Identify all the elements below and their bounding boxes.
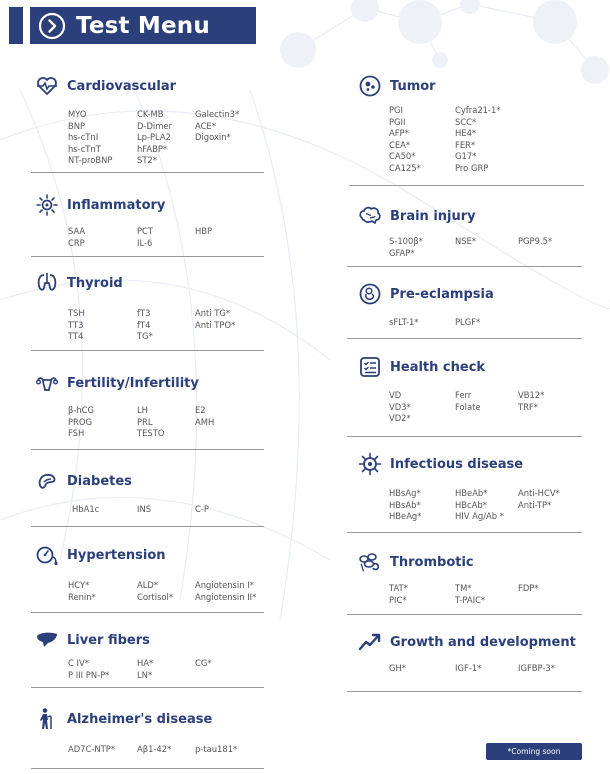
test-item: TT4 <box>68 331 84 341</box>
test-item: PROG <box>68 416 92 427</box>
test-item: Anti-HCV* <box>518 488 560 498</box>
section-title: Liver fibers <box>67 632 150 648</box>
test-item: S-100β* <box>389 236 423 246</box>
test-column <box>195 658 212 670</box>
test-item: Pro GRP <box>455 162 489 173</box>
test-item: IGFBP-3* <box>518 663 555 673</box>
blood-pressure-icon <box>35 543 59 567</box>
blood-clot-icon <box>358 550 382 574</box>
test-item: TM* <box>455 583 472 593</box>
section-divider <box>347 532 582 533</box>
test-item: Ferr <box>455 390 472 400</box>
test-column <box>72 504 99 516</box>
test-column <box>455 390 481 413</box>
test-column <box>195 504 209 516</box>
brain-icon <box>358 204 382 228</box>
test-column <box>68 405 94 440</box>
test-item: PGII <box>389 116 406 127</box>
test-column <box>389 663 406 675</box>
page-header <box>30 7 256 44</box>
section-divider <box>347 338 582 339</box>
test-item: C-P <box>195 504 209 514</box>
test-column <box>518 583 539 595</box>
test-item: Cyfra21-1* <box>455 105 501 115</box>
test-item: P III PN-P* <box>68 669 110 680</box>
test-item: G17* <box>455 151 477 161</box>
section-title: Pre-eclampsia <box>390 286 494 302</box>
page-title: Test Menu <box>76 12 210 39</box>
heart-pulse-icon <box>35 74 59 98</box>
test-column <box>195 405 214 428</box>
test-item: p-tau181* <box>195 744 238 754</box>
test-column <box>68 308 85 343</box>
test-column <box>137 109 172 167</box>
section-title: Brain injury <box>390 208 476 224</box>
section-title: Inflammatory <box>67 197 166 213</box>
virus-icon <box>358 452 382 476</box>
test-column <box>195 226 212 238</box>
test-item: Angiotensin I* <box>195 580 254 590</box>
test-item: E2 <box>195 405 206 415</box>
test-column <box>137 744 171 756</box>
test-item: PRL <box>137 416 153 427</box>
test-item: LH <box>137 405 148 415</box>
test-item: FDP* <box>518 583 539 593</box>
section-divider <box>31 172 264 173</box>
test-column <box>389 390 411 425</box>
test-column <box>68 109 112 167</box>
test-item: Aβ1-42* <box>137 744 172 754</box>
test-item: hFABP* <box>137 143 168 154</box>
test-item: TG* <box>137 331 153 341</box>
fetus-icon <box>358 282 382 306</box>
test-item: HBeAg* <box>389 511 422 521</box>
test-column <box>137 226 153 249</box>
checklist-icon <box>358 355 382 379</box>
test-item: Galectin3* <box>195 109 240 119</box>
test-item: hs-cTnI <box>68 132 99 142</box>
test-item: LN* <box>137 669 153 680</box>
test-column <box>137 308 153 343</box>
section-divider <box>31 768 264 769</box>
test-item: PIC* <box>389 594 407 605</box>
test-item: FSH <box>68 428 85 438</box>
test-item: HBcAb* <box>455 499 487 510</box>
coming-soon-badge: *Coming soon <box>486 743 582 760</box>
test-item: Renin* <box>68 591 96 602</box>
test-item: TSH <box>68 308 85 318</box>
section-divider <box>31 612 264 613</box>
test-column <box>518 488 560 511</box>
test-item: Anti TG* <box>195 308 231 318</box>
section-divider <box>31 687 264 688</box>
tumor-cell-icon <box>358 74 382 98</box>
section-title: Infectious disease <box>390 456 524 472</box>
test-item: AFP* <box>389 128 409 138</box>
test-item: Cortisol* <box>137 591 174 602</box>
test-item: T-PAIC* <box>455 594 486 605</box>
test-column <box>137 405 164 440</box>
section-divider <box>347 436 582 437</box>
section-title: Cardiovascular <box>67 78 177 94</box>
test-item: CRP <box>68 237 85 248</box>
test-column <box>518 390 544 413</box>
test-item: HBP <box>195 226 213 236</box>
test-item: VD2* <box>389 413 411 423</box>
test-item: VD <box>389 390 402 400</box>
test-column <box>455 583 485 606</box>
section-divider <box>347 266 582 267</box>
test-column <box>137 580 173 603</box>
test-column <box>455 317 480 329</box>
test-item: PGP9.5* <box>518 236 553 246</box>
pancreas-icon <box>35 469 59 493</box>
section-divider <box>31 449 264 450</box>
test-item: GFAP* <box>389 247 415 258</box>
test-item: PGI <box>389 105 404 115</box>
elderly-person-icon <box>35 707 59 731</box>
test-column <box>137 658 153 681</box>
section-title: Thrombotic <box>390 554 474 570</box>
test-item: CA50* <box>389 151 416 161</box>
test-item: MYO <box>68 109 87 119</box>
test-column <box>518 663 555 675</box>
thyroid-icon <box>35 271 59 295</box>
test-item: NT-proBNP <box>68 155 113 165</box>
test-item: INS <box>137 504 152 514</box>
inflammation-icon <box>35 193 59 217</box>
test-item: IGF-1* <box>455 663 482 673</box>
test-item: CG* <box>195 658 212 668</box>
test-item: NSE* <box>455 236 477 246</box>
test-item: CK-MB <box>137 109 164 119</box>
test-item: HBsAb* <box>389 499 421 510</box>
test-item: D-Dimer <box>137 120 173 131</box>
test-item: HBeAb* <box>455 488 488 498</box>
test-column <box>68 658 109 681</box>
test-item: sFLT-1* <box>389 317 419 327</box>
test-item: CEA* <box>389 139 411 150</box>
test-column <box>455 105 501 174</box>
section-title: Diabetes <box>67 473 132 489</box>
test-item: hs-cTnT <box>68 143 101 154</box>
section-divider <box>31 256 264 257</box>
test-item: SAA <box>68 226 86 236</box>
test-column <box>389 236 423 259</box>
test-item: TT3 <box>68 319 84 330</box>
section-divider <box>31 350 264 351</box>
test-item: Anti TPO* <box>195 319 236 330</box>
test-item: BNP <box>68 120 86 131</box>
test-item: AMH <box>195 416 215 427</box>
section-divider <box>347 614 582 615</box>
test-item: HbA1c <box>72 504 100 514</box>
test-column <box>389 317 419 329</box>
test-item: VD3* <box>389 401 411 412</box>
section-title: Tumor <box>390 78 436 94</box>
section-divider <box>347 691 582 692</box>
test-column <box>137 504 151 516</box>
chevron-right-circle-icon <box>38 12 66 40</box>
test-item: Lp-PLA2 <box>137 132 171 142</box>
test-item: HBsAg* <box>389 488 421 498</box>
test-column <box>195 580 256 603</box>
test-item: TAT* <box>389 583 408 593</box>
section-title: Fertility/Infertility <box>67 375 199 391</box>
uterus-icon <box>35 371 59 395</box>
section-title: Growth and development <box>390 634 576 650</box>
test-item: Digoxin* <box>195 132 231 142</box>
section-title: Hypertension <box>67 547 166 563</box>
test-item: FER* <box>455 139 476 150</box>
section-title: Alzheimer's disease <box>67 711 213 727</box>
test-item: HE4* <box>455 128 477 138</box>
test-column <box>455 488 504 523</box>
test-item: PLGF* <box>455 317 481 327</box>
test-column <box>455 236 476 248</box>
test-item: SCC* <box>455 116 477 127</box>
test-column <box>68 226 85 249</box>
test-item: ALD* <box>137 580 159 590</box>
test-item: CA125* <box>389 162 421 173</box>
test-item: HA* <box>137 658 154 668</box>
test-item: IL-6 <box>137 237 153 248</box>
test-item: ACE* <box>195 120 216 131</box>
test-item: Folate <box>455 401 481 412</box>
header-accent-block <box>9 7 23 44</box>
test-column <box>389 105 421 174</box>
section-title: Health check <box>390 359 486 375</box>
test-item: fT4 <box>137 319 151 330</box>
test-item: PCT <box>137 226 154 236</box>
test-column <box>389 583 408 606</box>
growth-chart-icon <box>358 630 382 654</box>
test-column <box>195 744 237 756</box>
liver-icon <box>35 628 59 652</box>
test-column <box>195 109 239 144</box>
test-item: GH* <box>389 663 406 673</box>
test-item: fT3 <box>137 308 151 318</box>
test-item: AD7C-NTP* <box>68 744 115 754</box>
test-item: Anti-TP* <box>518 499 552 510</box>
test-column <box>195 308 235 331</box>
test-item: C IV* <box>68 658 89 668</box>
test-item: VB12* <box>518 390 545 400</box>
test-column <box>68 580 96 603</box>
section-divider <box>31 526 264 527</box>
test-item: HCY* <box>68 580 90 590</box>
test-item: HIV Ag/Ab * <box>455 511 504 521</box>
test-item: TESTO <box>137 428 165 438</box>
test-item: TRF* <box>518 401 538 412</box>
section-divider <box>349 185 584 186</box>
test-item: Angiotensin II* <box>195 591 257 602</box>
test-item: β-hCG <box>68 405 95 415</box>
section-title: Thyroid <box>67 275 123 291</box>
test-column <box>389 488 421 523</box>
test-item: ST2* <box>137 155 157 165</box>
test-column <box>455 663 481 675</box>
test-column <box>518 236 552 248</box>
test-column <box>68 744 115 756</box>
